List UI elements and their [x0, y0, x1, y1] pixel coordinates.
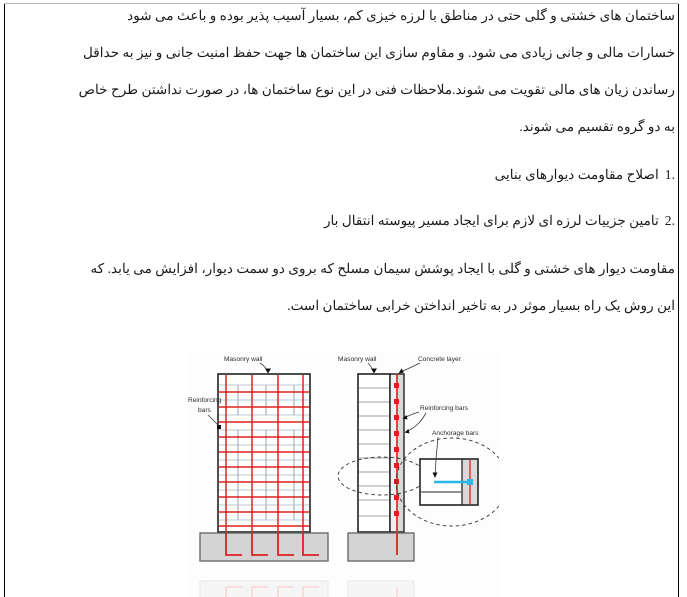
list-item-2-label: تامین جزییات لرزه ای لازم برای ایجاد مسیر پیوسته انتقال بار: [323, 213, 659, 228]
paragraph-1-line-1: ساختمان های خشتی و گلی حتی در مناطق با لرزه خیزی کم، بسیار آسیب پذیر بوده و باعث می شود: [127, 8, 675, 23]
list-item-2: [324, 213, 675, 229]
label-reinforcing-bars-left-line1: Reinforcing: [188, 397, 222, 404]
right-wall-rebar-nodes: [394, 383, 399, 516]
page-border-right: [678, 4, 679, 597]
label-reinforcing-bars-right: Reinforcing bars: [420, 405, 469, 412]
left-foundation: [200, 533, 328, 561]
figure-reflection: [200, 581, 414, 597]
masonry-wall-reinforcement-diagram: [186, 352, 499, 597]
paragraph-1-line-4: به دو گروه تقسیم می شوند.: [519, 119, 675, 134]
paragraph-1-line-3: رساندن زیان های مالی تقویت می شوند.ملاحظات فنی در این نوع ساختمان ها، در صورت نداشتن طرح خاص: [78, 82, 675, 97]
label-anchorage-bars: Anchorage bars: [432, 430, 479, 437]
list-item-1-number: 1.: [664, 167, 675, 182]
list-item-1-label: اصلاح مقاومت دیوارهای بنایی: [494, 167, 659, 182]
right-wall-group: [348, 374, 414, 561]
paragraph-2-line-1: مقاومت دیوار های خشتی و گلی با ایجاد پوشش سیمان مسلح که بروی دو سمت دیوار، افزایش می یابد. که: [90, 261, 675, 276]
label-concrete-layer: Concrete layer: [418, 356, 461, 363]
label-reinforcing-bars-left-line2: bars: [198, 407, 211, 414]
list-item-1: [495, 167, 675, 183]
page-border-left: [4, 4, 5, 597]
paragraph-2-line-2: این روش یک راه بسیار موثر در به تاخیر انداختن خرابی ساختمان است.: [287, 298, 675, 313]
paragraph-1-line-2: خسارات مالی و جانی زیادی می شود. و مقاوم سازی این ساختمان ها جهت حفظ امنیت جانی و نیز به حداقل: [83, 45, 675, 60]
label-masonry-wall-right: Masonry wall: [338, 356, 377, 363]
right-foundation: [348, 533, 414, 561]
page-border-top: [4, 3, 679, 4]
list-item-2-number: 2.: [664, 213, 675, 228]
label-masonry-wall-left: Masonry wall: [224, 356, 263, 363]
